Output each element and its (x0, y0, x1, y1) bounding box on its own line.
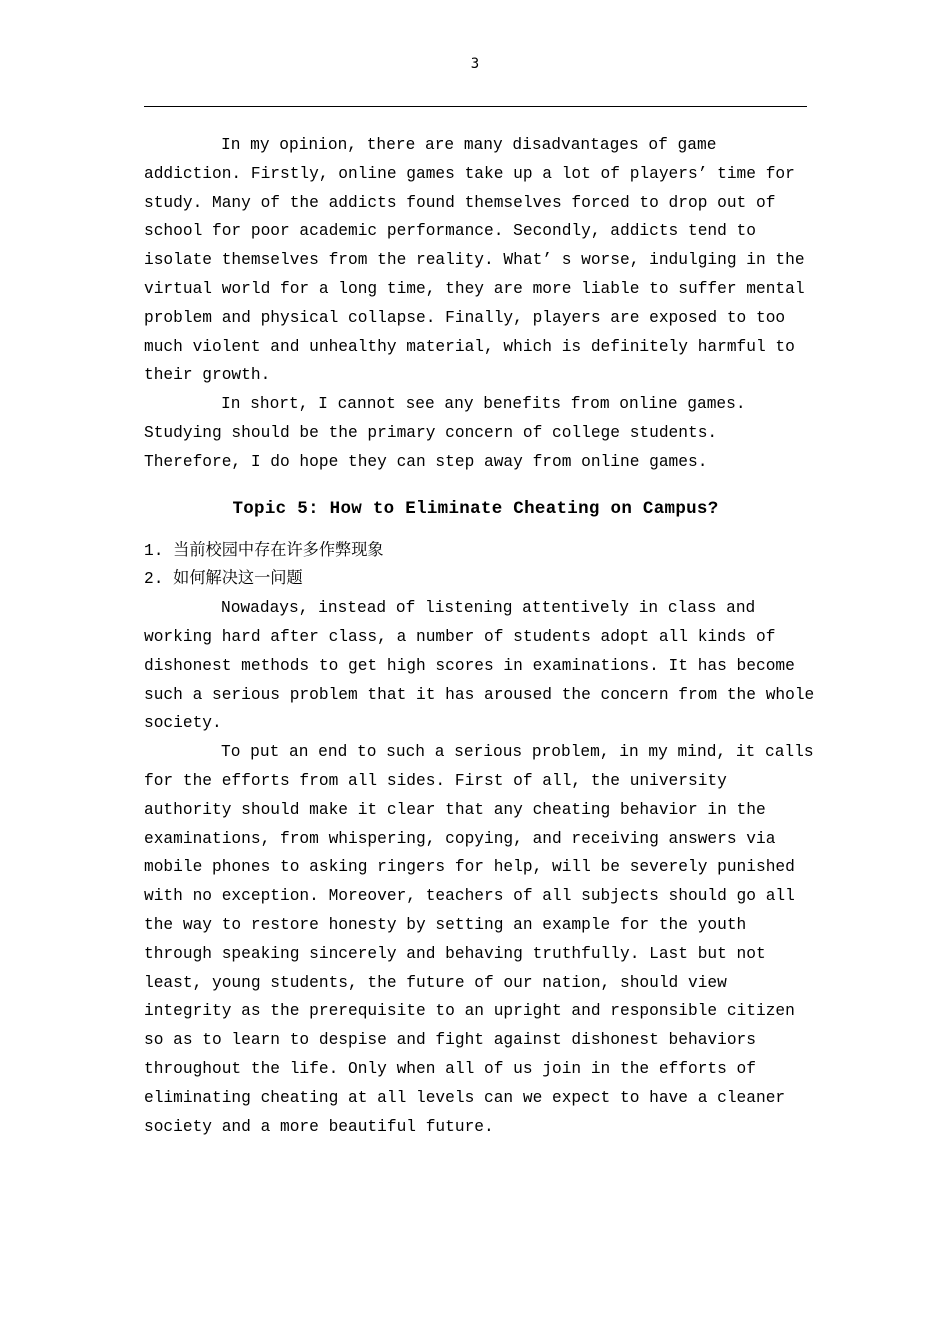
paragraph-disadvantages: In my opinion, there are many disadvantages of game addiction. Firstly, online games take up a lot of players’ time for study. Many of the addicts found themselves forced to drop out of school for poor academic performance. Secondly, addicts tend to isolate themselves from the reality. What’ s worse, indulging in the virtual world for a long time, they are more liable to suffer mental problem and physical collapse. Finally, players are exposed to too much violent and unhealthy material, which is definitely harmful to their growth. (144, 136, 805, 385)
outline-item-2: 2. 如何解决这一问题 (144, 570, 303, 589)
page-number: 3 (470, 56, 480, 72)
paragraph-nowadays: Nowadays, instead of listening attentively in class and working hard after class, a number of students adopt all kinds of dishonest methods to get high scores in examinations. It has become such a serious problem that it has aroused the concern from the whole society. (144, 599, 815, 733)
topic-heading: Topic 5: How to Eliminate Cheating on Campus? (232, 498, 719, 519)
document-body (144, 131, 824, 1141)
header-rule (144, 106, 807, 107)
outline-item-1: 1. 当前校园中存在许多作弊现象 (144, 541, 384, 560)
paragraph-conclusion: In short, I cannot see any benefits from online games. Studying should be the primary concern of college students. Therefore, I do hope they can step away from online games. (144, 395, 746, 471)
paragraph-solutions: To put an end to such a serious problem, in my mind, it calls for the efforts from all sides. First of all, the university authority should make it clear that any cheating behavior in the examinations, from whispering, copying, and receiving answers via mobile phones to asking ringers for help, will be severely punished with no exception. Moreover, teachers of all subjects should go all the way to restore honesty by setting an example for the youth through speaking sincerely and behaving truthfully. Last but not least, young students, the future of our nation, should view integrity as the prerequisite to an upright and responsible citizen so as to learn to despise and fight against dishonest behaviors throughout the life. Only when all of us join in the efforts of eliminating cheating at all levels can we expect to have a cleaner society and a more beautiful future. (144, 743, 814, 1136)
